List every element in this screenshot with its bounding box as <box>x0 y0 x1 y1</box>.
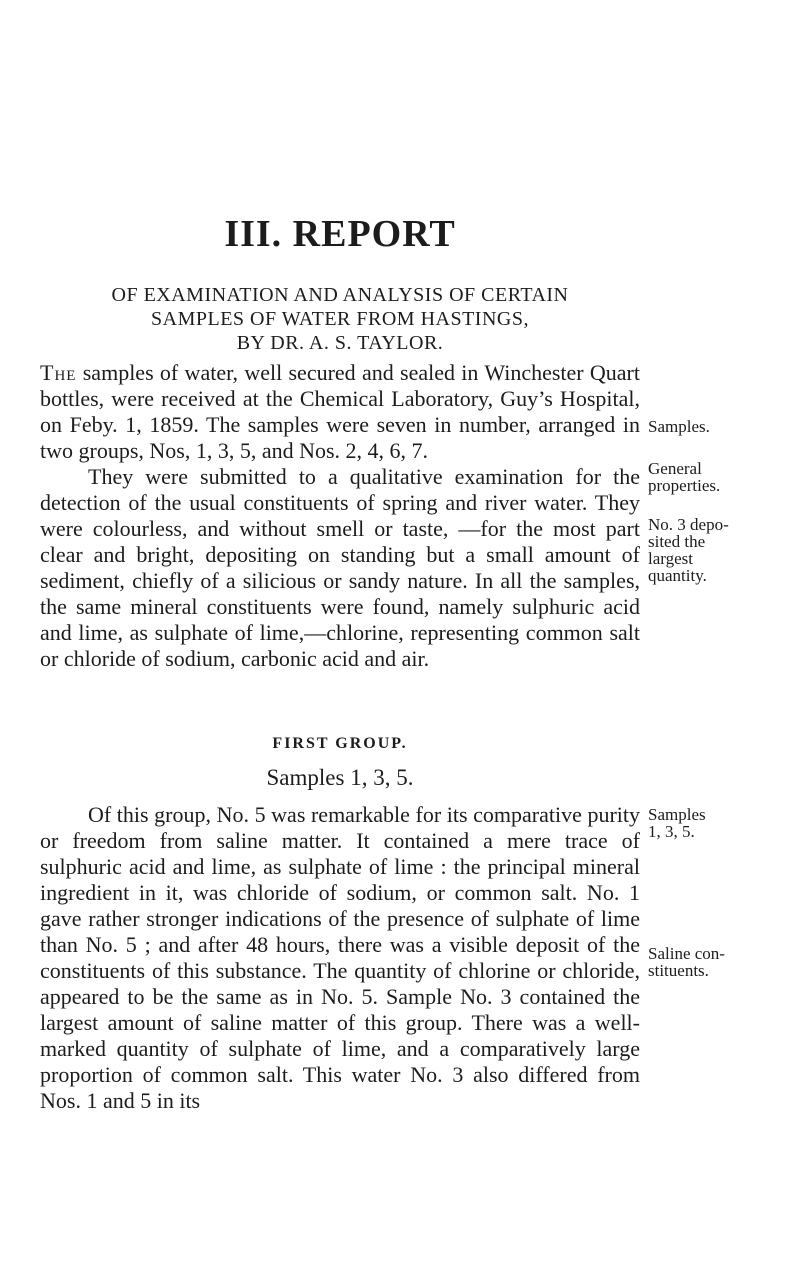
margin-note-no3-deposited <box>648 516 798 584</box>
section-subheading: Samples 1, 3, 5. <box>266 765 414 790</box>
margin-note-line: Samples <box>648 805 706 824</box>
margin-note-saline-constituents <box>648 945 798 979</box>
margin-note-line: stituents. <box>648 961 709 980</box>
margin-note-general-properties <box>648 460 798 494</box>
paragraph-general-properties: They were submitted to a qualitative examination for the detection of the usual constituents of spring and river water. They were colourless, and without smell or taste, —for the most part clear and bright, depositing on standing but a small amount of sediment, chiefly of a silicious or sandy nature. In all the samples, the same mineral constituents were found, namely sulphuric acid and lime, as sulphate of lime,—chlorine, representing common salt or chloride of sodium, carbonic acid and air. <box>40 464 640 671</box>
subtitle-line: OF EXAMINATION AND ANALYSIS OF CERTAIN <box>111 284 569 306</box>
margin-note-line: No. 3 depo- <box>648 515 729 534</box>
report-subtitle <box>0 283 680 355</box>
paragraph-samples-received <box>40 360 640 464</box>
paragraph-text: samples of water, well secured and sealed in Winchester Quart bottles, were received at the Chemical Laboratory, Guy’s Hospital, on Feby. 1, 1859. The samples were seven in number, arranged in two groups, Nos, 1, 3, 5, and Nos. 2, 4, 6, 7. <box>40 360 641 463</box>
subtitle-line: SAMPLES OF WATER FROM HASTINGS, <box>151 308 529 330</box>
margin-note-line: 1, 3, 5. <box>648 822 695 841</box>
margin-note-line: Samples. <box>648 417 710 436</box>
margin-note-line: sited the <box>648 532 706 551</box>
paragraph-lead-word: The <box>40 360 77 385</box>
margin-note-line: largest <box>648 549 694 568</box>
margin-note-samples-135 <box>648 806 798 840</box>
section-heading: FIRST GROUP. <box>272 735 408 752</box>
paragraph-first-group: Of this group, No. 5 was remarkable for its comparative purity or freedom from saline matter. It contained a mere trace of sulphuric acid and lime, as sulphate of lime : the principal mineral ingredient in it, was chloride of sodium, or common salt. No. 1 gave rather stronger indications of the presence of sulphate of lime than No. 5 ; and after 48 hours, there was a visible deposit of the constituents of this substance. The quantity of chlorine or chloride, appeared to be the same as in No. 5. Sample No. 3 contained the largest amount of saline matter of this group. There was a well-marked quantity of sulphate of lime, and a comparatively large proportion of common salt. This water No. 3 also differed from Nos. 1 and 5 in its <box>40 802 640 1113</box>
margin-note-line: quantity. <box>648 566 707 585</box>
margin-note-line: General <box>648 459 702 478</box>
margin-note-samples <box>648 418 798 435</box>
margin-note-line: properties. <box>648 476 721 495</box>
subtitle-line: BY DR. A. S. TAYLOR. <box>236 332 444 354</box>
page-title: III. REPORT <box>224 213 456 255</box>
margin-note-line: Saline con- <box>648 944 725 963</box>
